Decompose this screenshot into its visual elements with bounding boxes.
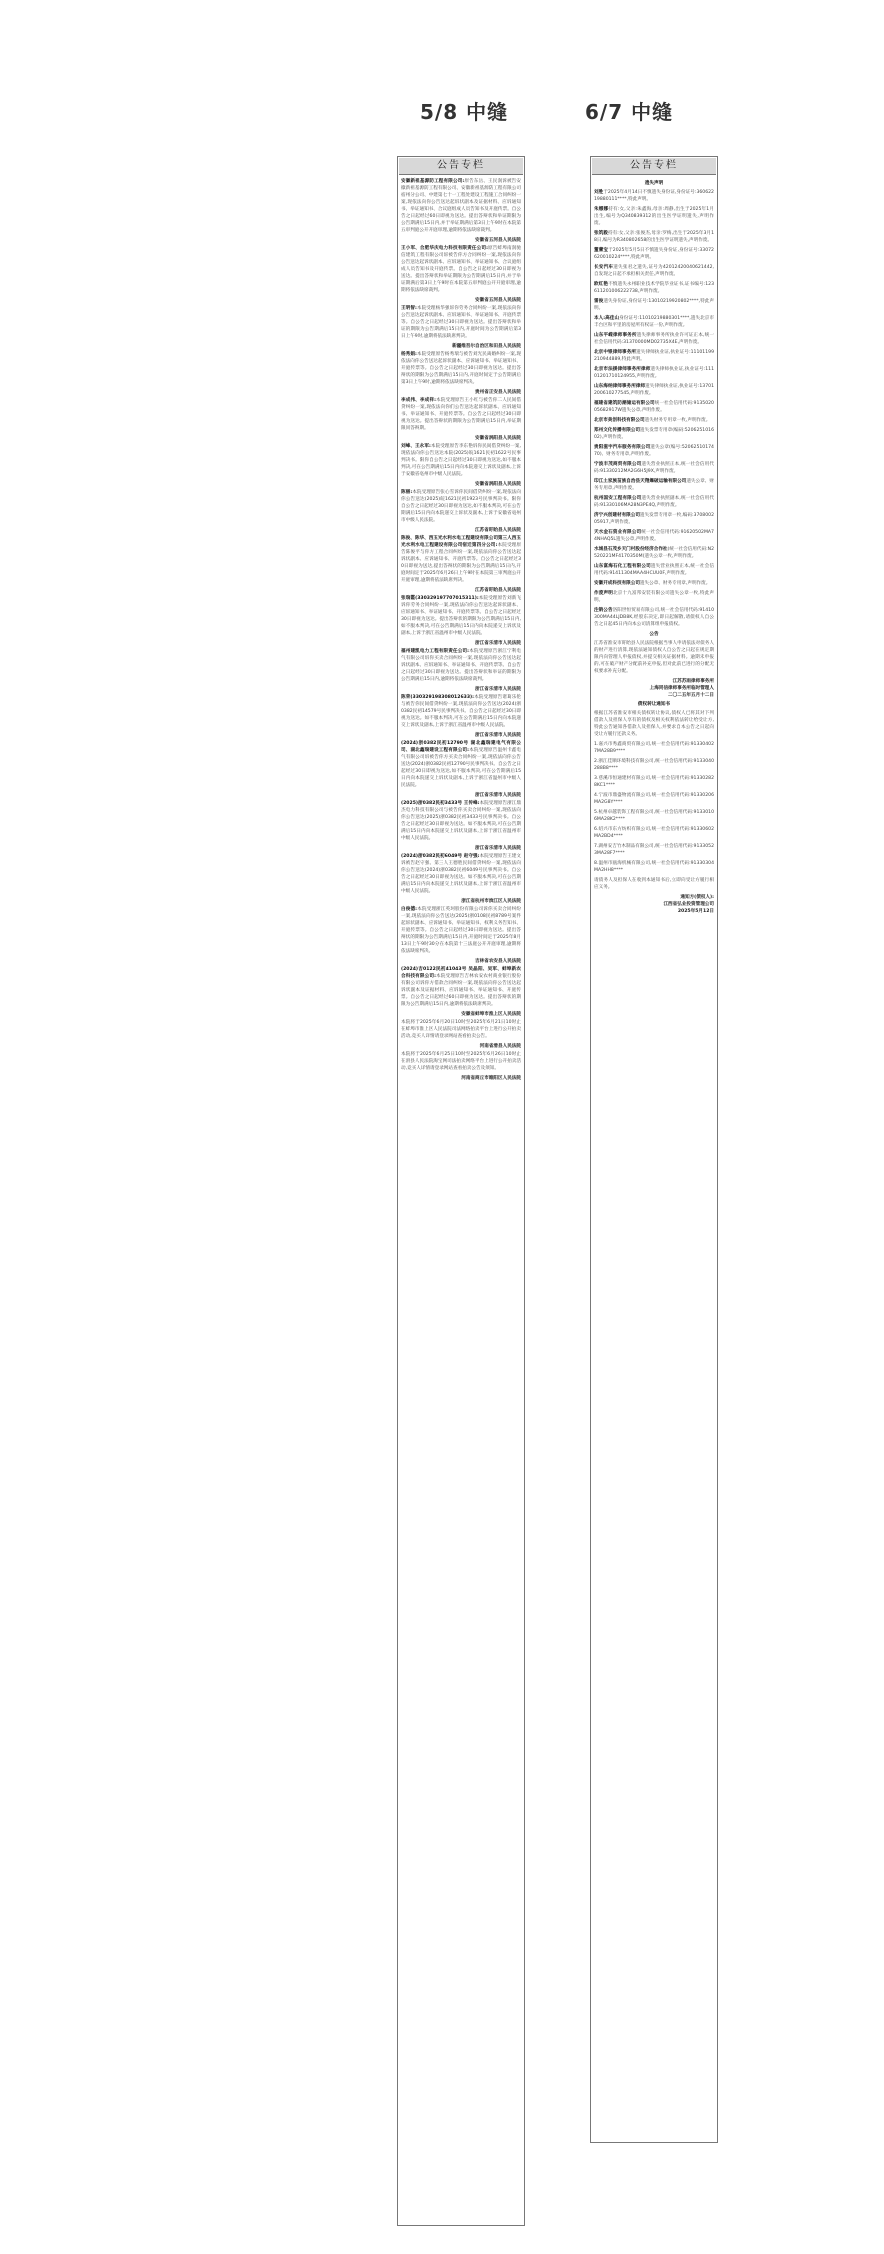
closing-signers — [594, 894, 714, 915]
notice-text: 遗失律师执业证,执业证号:11101199210944889,特此声明。 — [594, 350, 714, 362]
notice-item — [401, 489, 521, 524]
notice-text: 遗失财务专用章一枚,声明作废。 — [644, 418, 711, 423]
notice-lead: 王小军、合肥华庆电力科技有限责任公司: — [401, 246, 488, 251]
notice-text: 遗失律师执业证,执业证号:11101201710124955,声明作废。 — [594, 367, 714, 379]
column-header: 公告专栏 — [592, 158, 716, 175]
notice-text: 本院受理原告浙江鼎杰电力科技有限公司与被告你买卖合同纠纷一案,现依法向你公告送达(2025)浙0382民初3433号民事判决书。自公告之日起经过30日即视为送达。如不服本判决,可在公告期满后15日内向本院递交上诉状及副本,上诉于浙江省温州市中级人民法院。 — [401, 801, 521, 841]
notice-item — [401, 1019, 521, 1040]
notice-lead: 福州建凯电力工程有限责任公司: — [401, 649, 469, 654]
notice-text: 原告蚌埠南润驰信建筑工程有限公司诉被告你方合同纠纷一案,现依法向你公告送达起诉状副本、应诉通知书、举证通知书、合议庭组成人员告知书及开庭传票。自公告之日起经过30日即视为送达。提出答辩状和举证期限为公告期满后15日内,并于举证期满后第3日上午9时在本院第五审判庭公开开庭审理,逾期将依法缺席裁判。 — [401, 246, 521, 293]
notice-text: 本院受理原告温州卡鑫电气有限公司诉被告你方买卖合同纠纷一案,现依法向你公告送达(2024)浙0382民初12790号民事判决书。自公告之日起经过30日即视为送达,如不服本判决,可在公告期满后15日内向本院递交上诉状及副本,上诉于浙江省温州市中级人民法院。 — [401, 748, 521, 788]
notice-lead: 朱娜娜 — [594, 207, 609, 212]
transfer-text: 根据江苏省淮安市相关债权转让协议,债权人已将其对下列借款人及担保人享有的债权及相关权利依法转让给受让方,特此公告通知各借款人及担保人,并要求自本公告之日起向受让方履行还款义务。 — [594, 711, 714, 737]
notice-text: 遗失发票专用章一枚,编码:370800205917,声明作废。 — [594, 513, 714, 525]
notice-text: 遗失公章、财务专用章,声明作废。 — [594, 479, 714, 491]
notice-item — [401, 966, 521, 1008]
notice-lead: 陈丽: — [401, 490, 413, 495]
notice-lead: 安徽新祖基源防工程有限公司: — [401, 179, 465, 184]
notice-lead: 北京市法援律师事务所律师 — [594, 367, 651, 372]
notice-lead: 安徽开成科技有限公司 — [594, 581, 640, 586]
notice-court: 河南省滑县人民法院 — [479, 1044, 521, 1049]
notice-lead: (2025)浙0382民初3433号 王传峰: — [401, 801, 480, 806]
notice-lead: 白俊德: — [401, 907, 418, 912]
transfer-item: 8.温州市瓯海机械有限公司,统一社会信用代码:91330304MA2HH8**** — [594, 861, 714, 873]
notice-item — [594, 563, 714, 577]
notice-item — [401, 351, 521, 386]
section-title: 债权转让通知书 — [637, 702, 671, 707]
notice-item — [594, 189, 714, 203]
notice-lead: 杭州国安工程有限公司 — [594, 496, 642, 501]
notice-lead: 贵阳滋宇汽车服务有限公司 — [594, 445, 651, 450]
notice-text: 本院受理原告李东艳诉你民间借贷纠纷一案,现依法向你公告送达本院(2025)皖1621民初1622号民事判决书。限你自公告之日起经过30日即视为送达,如不服本判决,可在公告期满后15日内向本院递交上诉状及副本,上诉于安徽省亳州市中级人民法院。 — [401, 444, 521, 477]
notice-text: 遗失营业执照副本,统一社会信用代码:91330106MA28N3PE4Q,声明作废。 — [594, 496, 714, 508]
column-header: 公告专栏 — [399, 158, 523, 175]
notice-item — [401, 800, 521, 842]
notice-item — [594, 461, 714, 475]
notice-text: 于2025年4月14日不慎遗失身份证,身份证号:36062219880111****,特此声明。 — [594, 190, 714, 202]
transfer-item: 5.杭州卓越装饰工程有限公司,统一社会信用代码:91330106MA28K2**** — [594, 810, 714, 822]
notice-lead: 杨秀娟: — [401, 352, 417, 357]
notice-lead: 郑州文化传播有限公司 — [594, 428, 641, 433]
transfer-list — [594, 741, 714, 874]
notice-text: 本院受理浙江英珂股份有限公司诉你买卖合同纠纷一案,现依法向你公告送达(2025)浙0108民初8789号案件起诉状副本、应诉通知书、举证通知书、权利义务告知书、开庭传票等。自公告之日起经过30日即视为送达。提出答辩状的期限为公告期满后15日内,开庭时间定于2025年8月13日上午9时30分在本院第十三法庭公开开庭审理,逾期将依法缺席判决。 — [401, 907, 521, 954]
notice-item — [594, 529, 714, 543]
notice-text: 洛阳世恒贸易有限公司,统一社会信用代码:91410300MA44LJDB8K,经股东决定,即日起解散,请债权人自公告之日起45日内向本公司清算组申报债权。 — [594, 608, 714, 627]
notice-column-right — [590, 156, 718, 2143]
transfer-item: 4.宁波市鼎盛物流有限公司,统一社会信用代码:91330206MA2G8Y**** — [594, 793, 714, 805]
notice-item — [594, 298, 714, 312]
transfer-item: 6.绍兴市东方纺织有限公司,统一社会信用代码:91330602MA2BD4**** — [594, 827, 714, 839]
notice-lead: (2024)浙0382民初12790号 湖北鑫瑞建电气有限公司、湖北鑫瑞建设工程有限公司: — [401, 741, 521, 753]
notice-item — [594, 264, 714, 278]
notice-court: 新疆维吾尔自治区和田县人民法院 — [452, 344, 521, 349]
notice-text: 遗失发票专用章(编码:520625101602),声明作废。 — [594, 428, 714, 440]
notice-item — [401, 305, 521, 340]
signer-line: 江西省弘业投资管理公司 — [663, 902, 714, 907]
notice-item — [401, 397, 521, 432]
notice-item — [594, 400, 714, 414]
notice-court: 吉林省农安县人民法院 — [475, 959, 521, 964]
notice-lead: 长安汽车 — [594, 265, 614, 270]
notice-item — [594, 427, 714, 441]
notice-item — [594, 580, 714, 587]
notice-lead: (2024)吉0122民初41043号 吴晶阳、吴军、蚌埠新农合科技有限公司: — [401, 967, 521, 979]
section-title: 公告 — [649, 632, 659, 637]
public-notice-text: 江苏省淮安市盱眙县人民法院根据当事人申请依法对债务人的财产进行清算,现依法通知债权人自公告之日起在规定期限内向管理人申报债权,并提交相关证据材料。逾期未申报的,可在破产财产分配前补充申报,但对此前已进行的分配无权要求补充分配。 — [594, 641, 714, 674]
notice-item — [594, 281, 714, 295]
transfer-item: 7.湖州安吉竹木制品有限公司,统一社会信用代码:91330523MA28F7**** — [594, 844, 714, 856]
notice-lead: 刘胜 — [594, 190, 604, 195]
notice-text: 遗失张君之遗失,证号为42012420040621442,自发现之日起不承担相关责任,声明作废。 — [594, 265, 714, 277]
notice-lead: 欧红艳 — [594, 282, 609, 287]
signer-line: 通知方(债权人): — [680, 895, 714, 900]
notice-item — [401, 694, 521, 729]
notice-item — [401, 1051, 521, 1072]
notice-item — [594, 230, 714, 244]
notice-text: 本院受理原告张心雪诉你民间借贷纠纷一案,现依法向你公告送达(2025)皖1621民初1923号民事判决书。限你自公告之日起经过30日即视为送达,如不服本判决,可在公告期满后15日内向本院递交上诉状及副本,上诉于安徽省亳州市中级人民法院。 — [401, 490, 521, 523]
notice-item — [401, 595, 521, 637]
notice-court: 安徽省涡阳县人民法院 — [475, 482, 521, 487]
notice-lead: 山东平嵘律师事务所 — [594, 333, 637, 338]
notice-text: 遗失公章(编号:5206251017470)、财务专用章,声明作废。 — [594, 445, 714, 457]
notice-lead: 李成伟、李成祥: — [401, 398, 436, 403]
signer-line: 江苏苏雨律师事务所 — [672, 679, 714, 684]
transfer-item: 2.浙江佳顺环境科技有限公司,统一社会信用代码:9133040288B8**** — [594, 759, 714, 771]
notice-lead: 刘峰、王永军: — [401, 444, 431, 449]
notice-court: 安徽省五河县人民法院 — [475, 238, 521, 243]
notice-item — [594, 383, 714, 397]
notice-item — [594, 590, 714, 604]
column-body — [591, 176, 717, 917]
notice-court: 浙江省乐清市人民法院 — [475, 733, 521, 738]
notice-item — [594, 247, 714, 261]
notice-item — [401, 648, 521, 683]
notice-lead: 陈俊、陈华、西玉光水利水电工程建设有限公司第三人西玉光水利水电工程建设有限公司宿迁第四分公司: — [401, 536, 521, 548]
notice-lead: 张筑毅 — [594, 231, 608, 236]
notice-lead: 注销公告 — [594, 608, 613, 613]
notice-text: 遗失营业执照正本,统一社会信用代码:91411304MAA4HCUU0F,声明作废。 — [594, 564, 714, 576]
notice-lead: 王明智: — [401, 306, 417, 311]
signers — [594, 678, 714, 699]
notice-court: 浙江省乐清市人民法院 — [475, 687, 521, 692]
signer-line: 二〇二五年五月十二日 — [668, 693, 714, 698]
notice-lead: 天水金石资业有限公司 — [594, 530, 642, 535]
notice-lead: 张瑞霞(330329197707015311): — [401, 596, 479, 601]
notice-lead: 印江土家族苗族自治县天翔爆破运输有限公司 — [594, 479, 687, 484]
notice-text: 本院受理原告诸葛乐伦与被告你民间借贷纠纷一案,现依法向你公告送达(2024)浙0382民初14579号民事判决书。自公告之日起经过30日即视为送达。如不服本判决,可在公告期满后15日内向本院递交上诉状及副本,上诉于浙江省温州市中级人民法院。 — [401, 695, 521, 728]
notice-item — [401, 443, 521, 478]
fold-label-right: 6/7 中缝 — [585, 100, 674, 124]
notice-lead: 福建省建筑防潮储运有限公司 — [594, 401, 655, 406]
notice-text: 本院受理原告陈俊平与你方工程合同纠纷一案,现依法向你公告送达起诉状副本、应诉通知书、开庭传票等。自公告之日起经过30日即视为送达,提出答辩状的期限为公告期满后15日内,开庭时间定于2025年6月26日上午9时在本院第三审判庭公开开庭审理,逾期将依法缺席判决。 — [401, 543, 521, 583]
closing-text: 请债务人及担保人在收到本通知书后,立即向受让方履行相应义务。 — [594, 878, 714, 890]
notice-item — [594, 366, 714, 380]
signer-line: 上海同信律师事务所临时管理人 — [649, 686, 714, 691]
notice-text: 本院受理原告王建文诉被告赵守强、第三人王德胜民间借贷纠纷一案,现依法向你公告送达(2024)浙0382民初6049号民事判决书。自公告之日起经过30日即视为送达。如不服本判决,可在公告期满后15日内向本院递交上诉状及副本,上诉于浙江省温州市中级人民法院。 — [401, 854, 521, 894]
section-title: 遗失声明 — [644, 181, 664, 186]
notice-text: 遗失律师执业证,执业证号:13701200610277545,声明作废。 — [594, 384, 714, 396]
notice-court: 江苏省盱眙县人民法院 — [475, 528, 521, 533]
notice-text: 遗失律师事务所执业许可证正本,统一社会信用代码:31370000MD02735X4E,声明作废。 — [594, 333, 714, 345]
notice-lead: 济宁兴创建材有限公司 — [594, 513, 640, 518]
column-body — [398, 176, 524, 1085]
notice-text: 本院受理原告吉林农安农村商业银行股份有限公司诉你方借款合同纠纷一案,现依法向你公告送达起诉状副本及证据材料、应诉通知书、举证通知书、开庭传票。自公告之日起经过60日即视为送达。提出答辩状的期限为公告期满后15日内,逾期将依法缺席判决。 — [401, 974, 521, 1007]
notice-lead: 宁波丰茂商贸有限公司 — [594, 462, 642, 467]
notice-item — [401, 535, 521, 584]
notice-text: 本院将于2025年6月25日10时至2025年6月26日10时止在滑县人民法院淘宝网司法拍卖网络平台上进行公开拍卖活动,竞买人详情请登录网站查看拍卖公告及须知。 — [401, 1052, 521, 1071]
notice-court: 河南省商丘市睢阳区人民法院 — [461, 1076, 521, 1081]
transfer-item: 3.慈溪市恒通建材有限公司,统一社会信用代码:913302828KC1**** — [594, 776, 714, 788]
transfer-item: 1.嘉兴市秀鑫商贸有限公司,统一社会信用代码:913304027MA28B9**** — [594, 742, 714, 754]
notice-text: 统一社会信用代码:91620502MA74NHAQ5L遗失公章,声明作废。 — [594, 530, 714, 542]
notice-item — [401, 906, 521, 955]
notice-lead: 作废声明 — [594, 591, 613, 596]
notice-item — [401, 178, 521, 234]
notice-court: 江苏省盱眙县人民法院 — [475, 588, 521, 593]
notice-lead: 北京中银律师事务所 — [594, 350, 637, 355]
notice-lead: 陈荣(330329198308012633): — [401, 695, 474, 700]
fold-label-left: 5/8 中缝 — [420, 100, 509, 124]
notice-text: 持有:女,父亲:张俊杰,母亲:罗梅,出生于2025年3月18日,编号为R340802658的出生医学证明遗失,声明作废。 — [594, 231, 714, 243]
notice-column-left — [397, 156, 525, 2226]
notice-text: 持有:女,父亲:朱鑫海,母亲:周静,出生于2025年1月出生,编号为Q340839312的出生医学证明遗失,声明作废。 — [594, 207, 714, 226]
notice-text: 本院受理原告杨秀瑞与被告刘光民离婚纠纷一案,现依法向你公告送达起诉状副本、应诉通知书、举证通知书、开庭传票等。自公告之日起经过30日即视为送达。提出答辩状的期限为公告期满后15日内,开庭时间定于公告期满后第3日上午9时,逾期将依法缺席判决。 — [401, 352, 521, 385]
notice-text: 遗失身份证,身份证号:13010219920802****,特此声明。 — [594, 299, 714, 311]
notice-item — [594, 607, 714, 628]
notice-item — [594, 332, 714, 346]
notice-lead: 董蕾宝 — [594, 248, 609, 253]
notice-text: 本院受理杨华强诉你劳务合同纠纷一案,现依法向你公告送达起诉状副本、应诉通知书、举证通知书、开庭传票等。自公告之日起经过30日即视为送达。提出答辩状和举证的期限为公告期满后15日内,开庭时间为公告期满后第3日上午9时,逾期将依法缺席判决。 — [401, 306, 521, 339]
notice-item — [594, 512, 714, 526]
notice-item — [401, 245, 521, 294]
notice-court: 浙江省杭州市滨江区人民法院 — [461, 899, 521, 904]
notice-lead: 北京市美创科技有限公司 — [594, 418, 645, 423]
signer-line: 2025年5月12日 — [677, 909, 714, 914]
notice-text: 遗失营业执照正本,统一社会信用代码:91330212MA2G6H5J9X,声明作废。 — [594, 462, 714, 474]
notice-lead: 雷俊 — [594, 299, 604, 304]
notice-court: 浙江省乐清市人民法院 — [475, 641, 521, 646]
notice-lead: 本人:高佳山 — [594, 316, 620, 321]
notice-court: 安徽省蚌埠市淮上区人民法院 — [461, 1012, 521, 1017]
notice-text: 身份证号:11010219880301****,遗失北京市丰台区和平里的房屋所有权证一份,声明作废。 — [594, 316, 714, 328]
notice-text: 本院将于2025年6月20日10时至2025年6月21日10时止在蚌埠市淮上区人民法院司法网络拍卖平台上进行公开拍卖活动,竞买人详情请登录网站查看拍卖公告。 — [401, 1020, 521, 1039]
notice-text: 不慎遗失永州职业技术学院毕业证书,证书编号:123611201006222738,声明作废。 — [594, 282, 714, 294]
notice-list — [594, 189, 714, 628]
notice-lead: 山东富海石化工程有限公司 — [594, 564, 651, 569]
notice-court: 安徽省五河县人民法院 — [475, 298, 521, 303]
notice-item — [594, 417, 714, 424]
notice-text: 本院受理原告刘新飞诉你劳务合同纠纷一案,现依法向你公告送达起诉状副本、应诉通知书、举证通知书、开庭传票等。自公告之日起经过30日即视为送达。提出答辩状的期限为公告期满后15日内,如不服本判决,可在公告期满后15日内向本院递交上诉状及副本,上诉于浙江省温州市中级人民法院。 — [401, 596, 521, 636]
notice-text: (统一社会信用代码:N2520221MF4170350M)遗失公章一枚,声明作废。 — [594, 547, 714, 559]
notice-text: 北京十九富邦安装有限公司遗失公章一枚,特此声明。 — [594, 591, 714, 603]
notice-item — [594, 444, 714, 458]
notice-item — [594, 349, 714, 363]
notice-lead: 山东海纳律师事务所律师 — [594, 384, 646, 389]
notice-lead: 水城县石茂乡天门村股份经济合作社 — [594, 547, 668, 552]
notice-court: 浙江省乐清市人民法院 — [475, 793, 521, 798]
notice-text: 原告东岳、王民润诉被告安徽新祖基源防工程有限公司、安徽新祖基源防工程有限公司宿州分公司、中建第七十一工程处建设工程施工合同纠纷一案,现依法向你公告送达起诉状副本及证据材料、应诉通知书、举证通知书、合议庭组成人员告知书及开庭传票。自公告之日起经过60日即视为送达。提出答辩状和举证期限为公告期满后15日内,并于举证期满后第3日上午9时在本院第五审判庭公开开庭审理,逾期将依法缺席裁判。 — [401, 179, 521, 233]
notice-lead: (2024)浙0382民初6049号 赵守强: — [401, 854, 480, 859]
notice-text: 遗失公章、财务专用章,声明作废。 — [639, 581, 711, 586]
notice-item — [594, 478, 714, 492]
notice-item — [594, 315, 714, 329]
notice-item — [594, 546, 714, 560]
notice-text: 本院受理原告王小红与被告你二人民间借贷纠纷一案,现依法向你们公告送达起诉状副本、应诉通知书、举证通知书、开庭传票等。自公告之日起经过30日即视为送达。提出答辩状的期限为公告期满后15日内,举证期限同答辩期。 — [401, 398, 521, 431]
notice-court: 安徽省涡阳县人民法院 — [475, 436, 521, 441]
notice-item — [594, 206, 714, 227]
notice-court: 贵州省正安县人民法院 — [475, 390, 521, 395]
notice-item — [401, 853, 521, 895]
notice-text: 统一社会信用代码:913502005682917W遗失公章,声明作废。 — [594, 401, 714, 413]
notice-item — [594, 495, 714, 509]
notice-court: 浙江省乐清市人民法院 — [475, 846, 521, 851]
notice-text: 本院受理原告浙江宁利电气有限公司诉你买卖合同纠纷一案,现依法向你公告送达起诉状副本、应诉通知书、举证通知书、开庭传票等。自公告之日起经过30日即视为送达。提出答辩状和举证的期限为公告期满后15日内,逾期将依法缺席裁判。 — [401, 649, 521, 682]
notice-item — [401, 740, 521, 789]
notice-text: 于2025年5月5日不慎遗失身份证,身份证号:33072620010224****,特此声明。 — [594, 248, 714, 260]
